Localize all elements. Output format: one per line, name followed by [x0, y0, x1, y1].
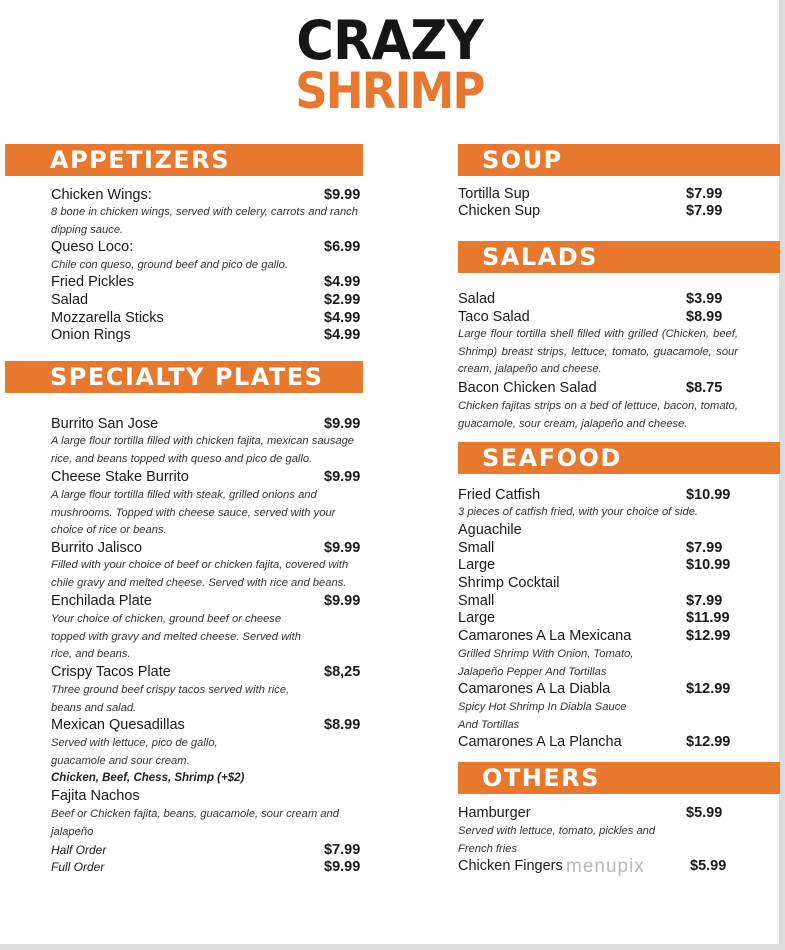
item-price: $4.99 [324, 310, 361, 326]
item-description: Grilled Shrimp With Onion, Tomato, Jalapeño Pepper And Tortillas [458, 648, 634, 678]
item-name: Fried Catfish [458, 487, 541, 503]
item-price: $9.99 [324, 540, 361, 556]
item-name: Taco Salad [458, 309, 530, 325]
item-price: $7.99 [324, 842, 361, 858]
item-name: Shrimp Cocktail [458, 575, 560, 591]
item-price: $7.99 [686, 540, 723, 556]
item-price: $4.99 [324, 274, 361, 290]
item-price: $4.99 [324, 327, 361, 343]
item-price: $2.99 [324, 292, 361, 308]
item-name: Crispy Tacos Plate [51, 664, 171, 680]
item-description: A large flour tortilla filled with steak, grilled onions and mushrooms. Topped with cheese sauce, served with your choice of rice or beans. [51, 489, 336, 537]
section-header-soup: SOUP [458, 144, 780, 176]
item-name: Cheese Stake Burrito [51, 469, 189, 485]
item-name: Enchilada Plate [51, 593, 152, 609]
item-price: $12.99 [686, 681, 731, 697]
item-price: $12.99 [686, 628, 731, 644]
watermark: menupix [566, 856, 645, 877]
item-description: 3 pieces of catfish fried, with your choice of side. [458, 506, 699, 518]
item-name: Onion Rings [51, 327, 131, 343]
item-name: Camarones A La Plancha [458, 734, 622, 750]
item-name: Chicken Wings: [51, 187, 152, 203]
section-header-specialty-plates: SPECIALTY PLATES [5, 361, 363, 393]
item-description: Served with lettuce, pico de gallo, guacamole and sour cream. [51, 737, 218, 767]
item-price: $10.99 [686, 557, 731, 573]
item-price: $8.75 [686, 380, 723, 396]
item-description: Filled with your choice of beef or chicken fajita, covered with chile gravy and melted cheese. Served with rice and beans. [51, 559, 349, 589]
item-name: Bacon Chicken Salad [458, 380, 597, 396]
item-description: Your choice of chicken, ground beef or cheese topped with gravy and melted cheese. Served with rice, and beans. [51, 613, 301, 661]
item-price: $8,25 [324, 664, 361, 680]
item-description: Chicken fajitas strips on a bed of lettuce, bacon, tomato, guacamole, sour cream, jalapeño and cheese. [458, 400, 738, 430]
item-name: Queso Loco: [51, 239, 134, 255]
section-header-others: OTHERS [458, 762, 780, 794]
item-name: Chicken Sup [458, 203, 541, 219]
item-price: $5.99 [686, 805, 723, 821]
logo-word-crazy: CRAZY [296, 9, 483, 72]
item-description: Beef or Chicken fajita, beans, guacamole, sour cream and jalapeño [51, 808, 339, 838]
section-header-salads: SALADS [458, 241, 780, 273]
option-label: Half Order [51, 843, 107, 857]
item-price: $12.99 [686, 734, 731, 750]
item-name: Fried Pickles [51, 274, 134, 290]
item-name: Mozzarella Sticks [51, 310, 164, 326]
item-name: Salad [458, 291, 496, 307]
size-label: Large [458, 610, 496, 626]
item-name: Burrito San Jose [51, 416, 159, 432]
item-name: Burrito Jalisco [51, 540, 143, 556]
item-name: Camarones A La Diabla [458, 681, 611, 697]
item-price: $9.99 [324, 187, 361, 203]
item-price: $9.99 [324, 859, 361, 875]
size-label: Small [458, 540, 495, 556]
item-price: $7.99 [686, 186, 723, 202]
item-name: Camarones A La Mexicana [458, 628, 632, 644]
item-price: $9.99 [324, 593, 361, 609]
item-price: $9.99 [324, 416, 361, 432]
item-price: $9.99 [324, 469, 361, 485]
item-name: Mexican Quesadillas [51, 717, 185, 733]
restaurant-logo [0, 9, 779, 120]
section-header-appetizers: APPETIZERS [5, 144, 363, 176]
section-header-seafood: SEAFOOD [458, 442, 780, 474]
size-label: Large [458, 557, 496, 573]
size-label: Small [458, 593, 495, 609]
item-price: $3.99 [686, 291, 723, 307]
item-name: Salad [51, 292, 89, 308]
item-description: Three ground beef crispy tacos served with rice, beans and salad. [51, 684, 290, 714]
item-name: Fajita Nachos [51, 788, 140, 804]
item-description: Served with lettuce, tomato, pickles and French fries [458, 825, 656, 855]
option-label: Full Order [51, 860, 105, 874]
item-name: Aguachile [458, 522, 522, 538]
item-description: 8 bone in chicken wings, served with celery, carrots and ranch dipping sauce. [51, 206, 358, 236]
item-price: $6.99 [324, 239, 361, 255]
item-description: Large flour tortilla shell filled with grilled (Chicken, beef, Shrimp) breast strips, lettuce, tomato, guacamole, sour cream, jalapeño and cheese. [458, 328, 738, 376]
item-description: Spicy Hot Shrimp In Diabla Sauce And Tortillas [458, 701, 627, 731]
item-price: $5.99 [690, 858, 727, 874]
item-price: $7.99 [686, 203, 723, 219]
item-name: Chicken Fingers [458, 858, 563, 874]
logo-word-shrimp: SHRIMP [295, 62, 484, 120]
item-price: $7.99 [686, 593, 723, 609]
item-description: Chile con queso, ground beef and pico de gallo. [51, 259, 288, 271]
item-price: $11.99 [686, 610, 730, 626]
item-price: $8.99 [686, 309, 723, 325]
item-name: Hamburger [458, 805, 531, 821]
item-description: A large flour tortilla filled with chicken fajita, mexican sausage rice, and beans topped with queso and pico de gallo. [51, 435, 355, 465]
item-price: $10.99 [686, 487, 731, 503]
item-name: Tortilla Sup [458, 186, 530, 202]
item-options-note: Chicken, Beef, Chess, Shrimp (+$2) [51, 772, 245, 784]
item-price: $8.99 [324, 717, 361, 733]
